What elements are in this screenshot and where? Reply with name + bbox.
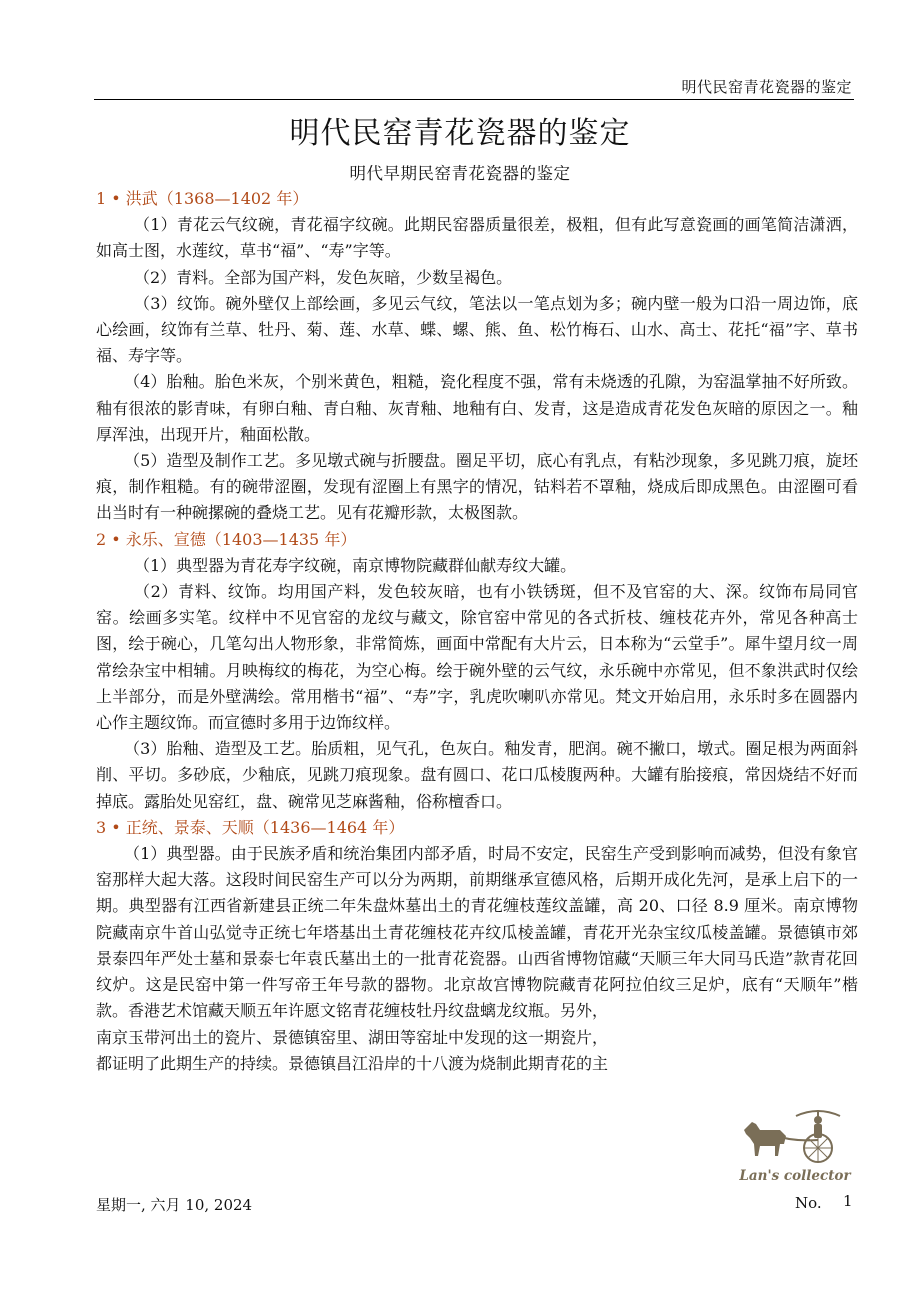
section-heading: 1 • 洪武（1368—1402 年） bbox=[96, 189, 309, 208]
running-header: 明代民窑青花瓷器的鉴定 bbox=[681, 78, 852, 96]
logo-text: Lan's collector bbox=[739, 1168, 851, 1184]
paragraph: （1）典型器为青花寿字纹碗，南京博物院藏群仙献寿纹大罐。 bbox=[134, 555, 577, 575]
footer-date: 星期一, 六月 10, 2024 bbox=[96, 1196, 253, 1214]
footer-page-label: No. bbox=[795, 1194, 822, 1212]
section-heading: 3 • 正统、景泰、天顺（1436—1464 年） bbox=[96, 817, 405, 837]
paragraph: （3）胎釉、造型及工艺。胎质粗，见气孔，色灰白。釉发青，肥润。碗不撇口，墩式。圈足根为两面斜削、平切。多砂底，少釉底，见跳刀痕现象。盘有圆口、花口瓜棱腹两种。大罐有胎接痕，常因烧结不好而掉底。露胎处见窑红，盘、碗常见芝麻酱釉，俗称檀香口。 bbox=[96, 739, 858, 811]
paragraph: （2）青料、纹饰。均用国产料，发色较灰暗，也有小铁锈斑，但不及官窑的大、深。纹饰布局同官窑。绘画多实笔。纹样中不见官窑的龙纹与藏文，除官窑中常见的各式折枝、缠枝花卉外，常见各种高士图，绘于碗心，几笔勾出人物形象，非常简炼，画面中常配有大片云，日本称为“云堂手”。犀牛望月纹一周常绘杂宝中相辅。月映梅纹的梅花，为空心梅。绘于碗外壁的云气纹，永乐碗中亦常见，但不象洪武时仅绘上半部分，而是外壁满绘。常用楷书“福”、“寿”字，乳虎吹喇叭亦常见。梵文开始启用，永乐时多在圆器内心作主题纹饰。而宣德时多用于边饰纹样。 bbox=[96, 582, 858, 733]
chariot-icon bbox=[730, 1104, 860, 1166]
footer-page-number: 1 bbox=[843, 1192, 853, 1210]
document-subtitle: 明代早期民窑青花瓷器的鉴定 bbox=[349, 164, 571, 183]
paragraph: （4）胎釉。胎色米灰，个别米黄色，粗糙，瓷化程度不强，常有未烧透的孔隙，为窑温掌抽不好所致。釉有很浓的影青味，有卵白釉、青白釉、灰青釉、地釉有白、发青，这是造成青花发色灰暗的原因之一。釉厚浑浊，出现开片，釉面松散。 bbox=[96, 372, 858, 444]
collector-logo bbox=[730, 1104, 860, 1184]
paragraph-line: 南京玉带河出土的瓷片、景德镇窑里、湖田等窑址中发现的这一期瓷片， bbox=[96, 1027, 609, 1047]
document-body bbox=[96, 186, 858, 1077]
paragraph: （3）纹饰。碗外壁仅上部绘画，多见云气纹，笔法以一笔点划为多；碗内壁一般为口沿一周边饰，底心绘画，纹饰有兰草、牡丹、菊、莲、水草、蝶、螺、熊、鱼、松竹梅石、山水、高士、花托“福”字、草书福、寿字等。 bbox=[96, 293, 858, 366]
header-rule bbox=[94, 99, 854, 100]
paragraph: （5）造型及制作工艺。多见墩式碗与折腰盘。圈足平切，底心有乳点，有粘沙现象，多见跳刀痕，旋坯痕，制作粗糙。有的碗带涩圈，发现有涩圈上有黑字的情况，钴料若不罩釉，烧成后即成黑色。由涩圈可看出当时有一种碗摞碗的叠烧工艺。见有花瓣形款，太极图款。 bbox=[96, 451, 858, 523]
paragraph: （1）青花云气纹碗，青花福字纹碗。此期民窑器质量很差，极粗，但有此写意瓷画的画笔简洁潇洒，如高士图，水莲纹，草书“福”、“寿”字等。 bbox=[96, 215, 858, 261]
paragraph-line: 都证明了此期生产的持续。景德镇昌江沿岸的十八渡为烧制此期青花的主 bbox=[96, 1053, 609, 1073]
paragraph: （2）青料。全部为国产料，发色灰暗，少数呈褐色。 bbox=[134, 267, 513, 287]
document-title: 明代民窑青花瓷器的鉴定 bbox=[289, 116, 631, 151]
section-heading: 2 • 永乐、宣德（1403—1435 年） bbox=[96, 529, 357, 549]
paragraph: （1）典型器。由于民族矛盾和统治集团内部矛盾，时局不安定，民窑生产受到影响而减势，但没有象官窑那样大起大落。这段时间民窑生产可以分为两期，前期继承宣德风格，后期开成化先河，是承上启下的一期。典型器有江西省新建县正统二年朱盘炑墓出土的青花缠枝莲纹盖罐，高 20、口径 8.9 厘米。南京博物院藏南京牛首山弘觉寺正统七年塔基出土青花缠枝花卉纹瓜棱盖罐，青花开光杂宝纹瓜棱盖罐。景德镇市郊景泰四年严处士墓和景泰七年袁氏墓出土的一批青花瓷器。山西省博物馆藏“天顺三年大同马氏造”款青花回纹炉。这是民窑中第一件写帝王年号款的器物。北京故宫博物院藏青花阿拉伯纹三足炉，底有“天顺年”楷款。香港艺术馆藏天顺五年许愿文铭青花缠枝牡丹纹盘螭龙纹瓶。另外， bbox=[96, 844, 858, 1021]
